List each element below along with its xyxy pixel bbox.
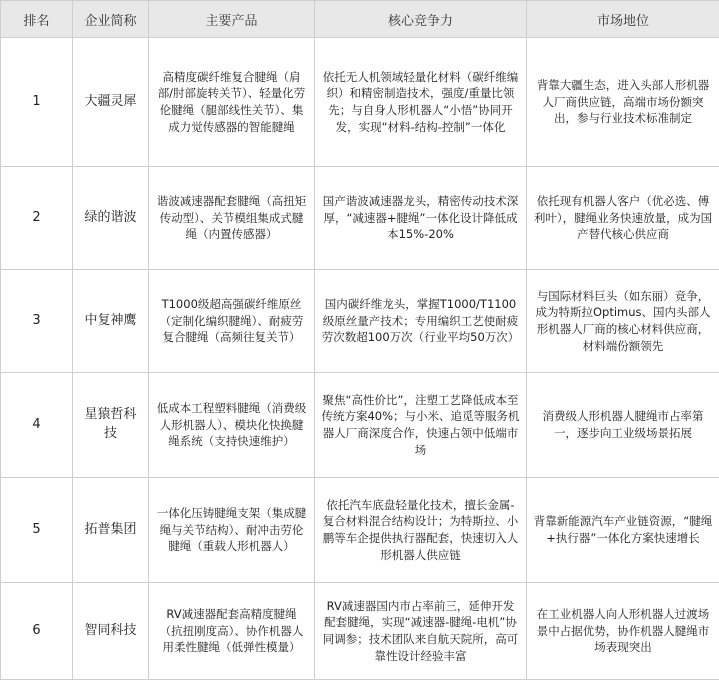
competitiveness-cell: 依托汽车底盘轻量化技术，擅长金属-复合材料混合结构设计；为特斯拉、小鹏等车企提供执行器配套，快速切入人形机器人供应链	[315, 478, 527, 583]
table-row	[1, 583, 719, 680]
company-cell: 中复神鹰	[73, 270, 149, 373]
competitiveness-cell: 依托无人机领域轻量化材料（碳纤维编织）和精密制造技术，强度/重量比领先；与自身人形机器人“小悟”协同开发，实现“材料-结构-控制”一体化	[315, 38, 527, 167]
products-cell: 一体化压铸腱绳支架（集成腱绳与关节结构）、耐冲击劳伦腱绳（重载人形机器人）	[149, 478, 315, 583]
competitiveness-cell: 聚焦“高性价比”，注塑工艺降低成本至传统方案40%；与小米、追觅等服务机器人厂商深度合作，快速占领中低端市场	[315, 373, 527, 478]
market-cell: 背靠新能源汽车产业链资源，“腱绳+执行器”一体化方案快速增长	[527, 478, 719, 583]
rank-cell: 3	[1, 270, 73, 373]
products-cell: 低成本工程塑料腱绳（消费级人形机器人）、模块化快换腱绳系统（支持快速维护）	[149, 373, 315, 478]
market-cell: 依托现有机器人客户（优必选、傅利叶），腱绳业务快速放量，成为国产替代核心供应商	[527, 167, 719, 270]
company-cell: 绿的谐波	[73, 167, 149, 270]
company-cell: 拓普集团	[73, 478, 149, 583]
header-market-position: 市场地位	[527, 1, 719, 38]
header-competitiveness: 核心竞争力	[315, 1, 527, 38]
table-row	[1, 167, 719, 270]
products-cell: RV减速器配套高精度腱绳（抗扭刚度高）、协作机器人用柔性腱绳（低弹性模量）	[149, 583, 315, 680]
products-cell: 谐波减速器配套腱绳（高扭矩传动型）、关节模组集成式腱绳（内置传感器）	[149, 167, 315, 270]
company-cell: 智同科技	[73, 583, 149, 680]
rank-cell: 6	[1, 583, 73, 680]
market-cell: 背靠大疆生态，进入头部人形机器人厂商供应链，高端市场份额突出，参与行业技术标准制定	[527, 38, 719, 167]
rank-cell: 5	[1, 478, 73, 583]
company-cell: 大疆灵犀	[73, 38, 149, 167]
market-cell: 在工业机器人向人形机器人过渡场景中占据优势，协作机器人腱绳市场表现突出	[527, 583, 719, 680]
market-cell: 消费级人形机器人腱绳市占率第一，逐步向工业级场景拓展	[527, 373, 719, 478]
competitiveness-cell: 国内碳纤维龙头，掌握T1000/T1100级原丝量产技术；专用编织工艺使耐疲劳次数超100万次（行业平均50万次）	[315, 270, 527, 373]
rank-cell: 4	[1, 373, 73, 478]
rank-cell: 2	[1, 167, 73, 270]
table-row	[1, 270, 719, 373]
products-cell: 高精度碳纤维复合腱绳（肩部/肘部旋转关节）、轻量化劳伦腱绳（腿部线性关节）、集成力觉传感器的智能腱绳	[149, 38, 315, 167]
table-row	[1, 38, 719, 167]
table-row	[1, 373, 719, 478]
rank-cell: 1	[1, 38, 73, 167]
table-row	[1, 478, 719, 583]
header-products: 主要产品	[149, 1, 315, 38]
competitiveness-cell: 国产谐波减速器龙头，精密传动技术深厚，“减速器+腱绳”一体化设计降低成本15%-20%	[315, 167, 527, 270]
competitiveness-cell: RV减速器国内市占率前三，延伸开发配套腱绳，实现“减速器-腱绳-电机”协同调参；技术团队来自航天院所，高可靠性设计经验丰富	[315, 583, 527, 680]
products-cell: T1000级超高强碳纤维原丝（定制化编织腱绳）、耐疲劳复合腱绳（高频往复关节）	[149, 270, 315, 373]
company-cell: 星猿哲科技	[73, 373, 149, 478]
header-rank: 排名	[1, 1, 73, 38]
table-header-row	[1, 1, 719, 38]
header-company: 企业简称	[73, 1, 149, 38]
market-cell: 与国际材料巨头（如东丽）竞争，成为特斯拉Optimus、国内头部人形机器人厂商的核心材料供应商，材料端份额领先	[527, 270, 719, 373]
